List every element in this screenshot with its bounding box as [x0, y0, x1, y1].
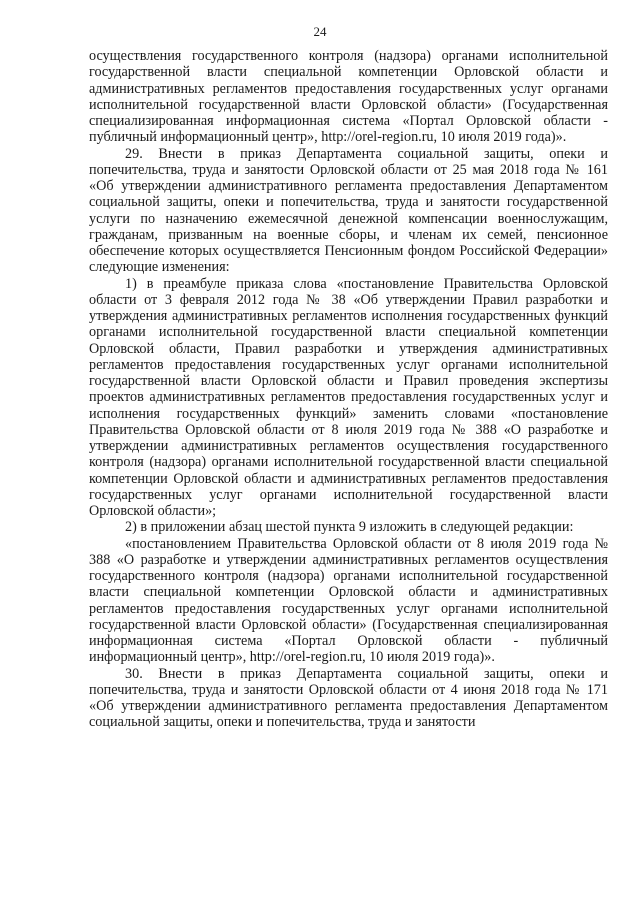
paragraph-item-29: 29. Внести в приказ Департамента социальной защиты, опеки и попечительства, труда и занятости Орловской области от 25 мая 2018 года № 161 «Об утверждении административного регламента предоставления Департаментом социальной защиты, опеки и попечительства, труда и занятости государственной услуги по назначению ежемесячной денежной компенсации военнослужащим, гражданам, призванным на военные сборы, и членам их семей, пенсионное обеспечение которых осуществляется Пенсионным фондом Российской Федерации» следующие изменения:: [89, 145, 608, 276]
document-body: [89, 48, 608, 731]
paragraph-item-29-sub-2: 2) в приложении абзац шестой пункта 9 изложить в следующей редакции:: [125, 519, 574, 536]
page-number: 24: [313, 24, 327, 39]
paragraph-item-29-new-wording: «постановлением Правительства Орловской области от 8 июля 2019 года № 388 «О разработке и утверждении административных регламентов осуществления государственного контроля (надзора) органами исполнительной государственной власти специальной компетенции Орловской области и административных регламентов предоставления государственных услуг органами исполнительной государственной власти Орловской области» (Государственная специализированная информационная система «Портал Орловской области - публичный информационный центр», http://orel-region.ru, 10 июля 2019 года)».: [89, 535, 608, 666]
paragraph-continuation: осуществления государственного контроля (надзора) органами исполнительной государственной власти специальной компетенции Орловской области и административных регламентов предоставления государственных услуг органами исполнительной государственной власти Орловской области» (Государственная специализированная информационная система «Портал Орловской области - публичный информационный центр», http://orel-region.ru, 10 июля 2019 года)».: [89, 48, 608, 146]
paragraph-item-30: 30. Внести в приказ Департамента социальной защиты, опеки и попечительства, труда и занятости Орловской области от 4 июня 2018 года № 171 «Об утверждении административного регламента предоставления Департаментом социальной защиты, опеки и попечительства, труда и занятости: [89, 665, 608, 731]
paragraph-item-29-sub-1: 1) в преамбуле приказа слова «постановление Правительства Орловской области от 3 февраля 2012 года № 38 «Об утверждении Правил разработки и утверждения административных регламентов исполнения государственных функций органами исполнительной государственной власти специальной компетенции Орловской области, Правил разработки и утверждения административных регламентов предоставления государственных услуг органами исполнительной государственной власти Орловской области и Правил проведения экспертизы проектов административных регламентов предоставления государственных услуг и исполнения государственных функций» заменить словами «постановление Правительства Орловской области от 8 июля 2019 года № 388 «О разработке и утверждении административных регламентов осуществления государственного контроля (надзора) органами исполнительной государственной власти специальной компетенции Орловской области и административных регламентов предоставления государственных услуг органами исполнительной государственной власти Орловской области»;: [89, 275, 608, 519]
